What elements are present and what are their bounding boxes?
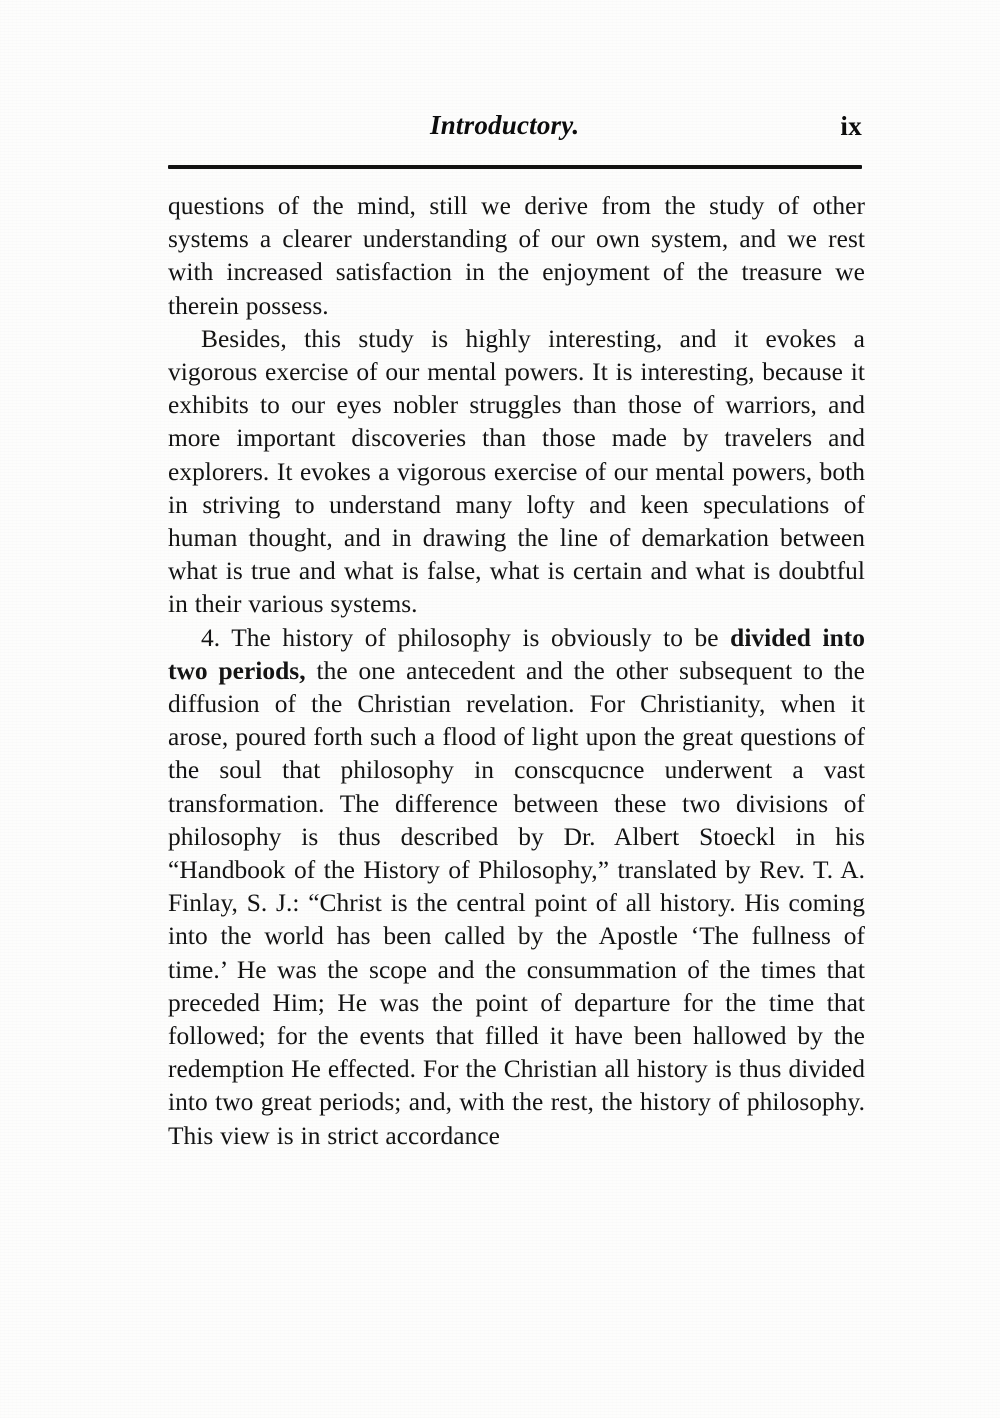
paragraph-3-run-roman-tail: the one antecedent and the other subsequent to the diffusion of the Christian revelation. For Christianity, when it arose, poured forth such a flood of light upon the great questions of the soul that philosophy in conscqucnce underwent a vast transformation. The difference between these two divisions of philosophy is thus described by Dr. Albert Stoeckl in his “Handbook of the History of Philosophy,” translated by Rev. T. A. Finlay, S. J.: “Christ is the central point of all history. His coming into the world has been called by the Apostle ‘The fullness of time.’ He was the scope and the consummation of the times that preceded Him; He was the point of departure for the time that followed; for the events that filled it have been hallowed by the redemption He effected. For the Christian all history is thus divided into two great periods; and, with the rest, the history of philosophy. This view is in strict accordance <box>168 656 865 1150</box>
header-rule <box>168 165 862 169</box>
body-text-block <box>168 190 865 1153</box>
paragraph-3-run-roman-lead: 4. The history of philosophy is obviously to be <box>201 623 731 652</box>
paragraph-2: Besides, this study is highly interesting, and it evokes a vigorous exercise of our mental powers. It is interesting, because it exhibits to our eyes nobler struggles than those of warriors, and more important discoveries than those made by travelers and explorers. It evokes a vigorous exercise of our mental powers, both in striving to understand many lofty and keen speculations of human thought, and in drawing the line of demarkation between what is true and what is false, what is certain and what is doubtful in their various systems. <box>168 324 865 619</box>
page-number: ix <box>840 111 862 141</box>
paragraph-3-run-bold: divided into two periods, <box>168 623 866 685</box>
running-head <box>168 110 862 154</box>
paragraph-1: questions of the mind, still we derive from the study of other systems a clearer understanding of our own system, and we rest with increased satisfaction in the enjoyment of the treasure we therein possess. <box>168 192 865 320</box>
paragraph-3 <box>168 622 865 1153</box>
running-head-title: Introductory. <box>430 110 580 140</box>
